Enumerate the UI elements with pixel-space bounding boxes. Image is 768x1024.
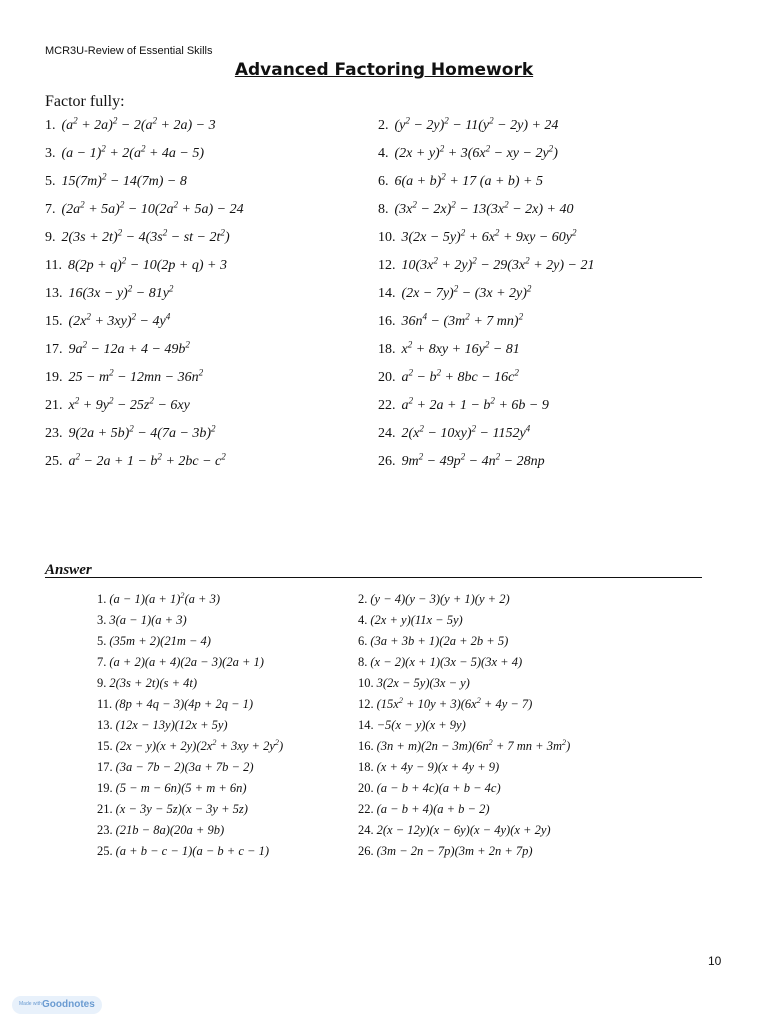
problem-number: 7.	[45, 202, 56, 217]
problem-expression: $9a^2 - 12a + 4 - 49b^2$	[68, 339, 190, 357]
problem-number: 2.	[378, 118, 389, 133]
answer-number: 16.	[358, 739, 374, 753]
problem-item	[378, 227, 577, 246]
problem-item	[45, 311, 171, 330]
problem-expression: $(3x^2 - 2x)^2 - 13(3x^2 - 2x) + 40$	[394, 199, 574, 217]
problem-expression: $x^2 + 9y^2 - 25z^2 - 6xy$	[68, 395, 190, 413]
problem-number: 18.	[378, 342, 396, 357]
problem-expression: $(2x^2 + 3xy)^2 - 4y^4$	[68, 311, 171, 329]
answer-item	[97, 823, 224, 838]
problem-number: 5.	[45, 174, 56, 189]
problem-item	[378, 339, 520, 358]
problem-item	[45, 143, 205, 162]
problem-number: 11.	[45, 258, 62, 273]
answer-item	[97, 718, 228, 733]
answer-item	[358, 634, 508, 649]
problem-number: 26.	[378, 454, 396, 469]
answer-item	[97, 697, 253, 712]
problem-expression: $6(a + b)^2 + 17$ (a + b) + 5	[394, 171, 543, 189]
answer-item	[97, 613, 187, 628]
answer-item	[358, 592, 510, 607]
answer-item	[97, 760, 254, 775]
answer-item	[97, 802, 248, 817]
problem-expression: $x^2 + 8xy + 16y^2 - 81$	[401, 339, 520, 357]
problem-number: 25.	[45, 454, 63, 469]
answer-item	[97, 634, 211, 649]
answer-number: 15.	[97, 739, 113, 753]
answer-item	[358, 781, 501, 796]
answer-number: 8.	[358, 655, 368, 669]
answer-number: 6.	[358, 634, 368, 648]
answer-expression: (x + 4y − 9)(x + 4y + 9)	[376, 760, 500, 774]
answer-expression: −5(x − y)(x + 9y)	[376, 718, 466, 732]
answer-divider	[45, 577, 702, 578]
answer-expression: (y − 4)(y − 3)(y + 1)(y + 2)	[370, 592, 510, 606]
problem-item	[378, 311, 524, 330]
answer-number: 18.	[358, 760, 374, 774]
answer-number: 17.	[97, 760, 113, 774]
problem-expression: $9(2a + 5b)^2 - 4(7a - 3b)^2$	[68, 423, 216, 441]
problem-item	[45, 115, 216, 134]
problem-item	[378, 395, 549, 414]
problem-expression: $3(2x - 5y)^2 + 6x^2 + 9xy - 60y^2$	[401, 227, 577, 245]
answer-number: 26.	[358, 844, 374, 858]
answer-item	[358, 676, 470, 691]
problem-item	[45, 171, 187, 190]
answer-expression: (35m + 2)(21m − 4)	[109, 634, 211, 648]
badge-brand-text: Goodnotes	[42, 999, 95, 1010]
problem-expression: $(2x + y)^2 + 3(6x^2$ − xy − $2y^2$)	[394, 143, 558, 161]
problem-expression: $(2x - 7y)^2 - (3x + 2y)^2$	[401, 283, 532, 301]
answer-expression: (x − 3y − 5z)(x − 3y + 5z)	[115, 802, 248, 816]
problem-expression: $(2a^2 + 5a)^2 - 10(2a^2 + 5a) - 24$	[61, 199, 244, 217]
answer-number: 24.	[358, 823, 374, 837]
goodnotes-badge	[12, 996, 102, 1014]
problem-item	[378, 199, 574, 218]
answer-item	[97, 592, 220, 607]
answer-expression: (3a + 3b + 1)(2a + 2b + 5)	[370, 634, 509, 648]
problem-number: 12.	[378, 258, 396, 273]
answer-expression: (x − 2)(x + 1)(3x − 5)(3x + 4)	[370, 655, 523, 669]
answer-item	[358, 718, 466, 733]
problem-item	[378, 423, 531, 442]
problem-number: 1.	[45, 118, 56, 133]
answer-expression: (a − b + 4c)(a + b − 4c)	[376, 781, 501, 795]
answer-expression: $(3n + m)(2n - 3m)(6n^2 + 7$ mn + $3m^2$)	[376, 737, 571, 753]
answer-expression: $(15x^2 + 10y + 3)(6x^2 + 4y - 7)$	[376, 695, 533, 711]
problem-number: 3.	[45, 146, 56, 161]
answer-number: 4.	[358, 613, 368, 627]
problem-number: 24.	[378, 426, 396, 441]
answer-expression: (3a − 7b − 2)(3a + 7b − 2)	[115, 760, 254, 774]
answer-expression: $(2x - y)(x + 2y)(2x^2 + 3xy + 2y^2)$	[115, 737, 284, 753]
answer-number: 1.	[97, 592, 107, 606]
problem-number: 21.	[45, 398, 63, 413]
answer-number: 23.	[97, 823, 113, 837]
answer-expression: (a + b − c − 1)(a − b + c − 1)	[115, 844, 269, 858]
problem-expression: $10(3x^2 + 2y)^2 - 29(3x^2 + 2y) - 21$	[401, 255, 595, 273]
answer-number: 25.	[97, 844, 113, 858]
answer-item	[358, 655, 522, 670]
problem-number: 17.	[45, 342, 63, 357]
answer-item	[358, 613, 463, 628]
problem-expression: $36n^4 - (3m^2 + 7$ mn)$^2$	[401, 311, 524, 329]
problem-item	[45, 283, 174, 302]
problem-item	[45, 423, 216, 442]
answer-expression: (a − b + 4)(a + b − 2)	[376, 802, 490, 816]
problem-number: 9.	[45, 230, 56, 245]
answer-number: 12.	[358, 697, 374, 711]
problem-number: 23.	[45, 426, 63, 441]
answer-number: 14.	[358, 718, 374, 732]
problem-item	[378, 171, 543, 190]
problem-item	[378, 283, 532, 302]
problem-expression: $(a^2 + 2a)^2 - 2(a^2 + 2a) - 3$	[61, 115, 216, 133]
problem-item	[378, 115, 559, 134]
problem-item	[45, 451, 226, 470]
problem-expression: $a^2 - 2a + 1 - b^2 + 2bc - c^2$	[68, 451, 226, 469]
answer-item	[97, 676, 197, 691]
problem-number: 19.	[45, 370, 63, 385]
answer-expression: (12x − 13y)(12x + 5y)	[115, 718, 228, 732]
problem-item	[378, 143, 558, 162]
answer-expression: (3m − 2n − 7p)(3m + 2n + 7p)	[376, 844, 533, 858]
answer-number: 21.	[97, 802, 113, 816]
problem-expression: $2(x^2 - 10xy)^2 - 1152y^4$	[401, 423, 531, 441]
answer-number: 2.	[358, 592, 368, 606]
problem-number: 22.	[378, 398, 396, 413]
problem-expression: $15(7m)^2 - 14(7m) - 8$	[61, 171, 187, 189]
instructions: Factor fully:	[45, 93, 125, 110]
answer-expression: 2(3s + 2t)(s + 4t)	[109, 676, 198, 690]
answer-expression: (a + 2)(a + 4)(2a − 3)(2a + 1)	[109, 655, 264, 669]
answer-item	[358, 739, 570, 754]
problem-number: 4.	[378, 146, 389, 161]
problem-number: 16.	[378, 314, 396, 329]
problem-expression: $16(3x - y)^2 - 81y^2$	[68, 283, 174, 301]
problem-number: 10.	[378, 230, 396, 245]
answer-number: 3.	[97, 613, 107, 627]
answer-expression: $(a - 1)(a + 1)^2(a + 3)$	[109, 590, 220, 606]
answer-number: 5.	[97, 634, 107, 648]
page-number: 10	[708, 954, 722, 968]
answer-number: 13.	[97, 718, 113, 732]
answer-item	[358, 697, 532, 712]
problem-item	[378, 367, 519, 386]
answer-number: 7.	[97, 655, 107, 669]
answer-item	[358, 760, 499, 775]
problem-number: 6.	[378, 174, 389, 189]
page-title: Advanced Factoring Homework	[234, 60, 534, 80]
answer-number: 22.	[358, 802, 374, 816]
answer-item	[97, 781, 247, 796]
answer-expression: 3(2x − 5y)(3x − y)	[376, 676, 470, 690]
answer-expression: 3(a − 1)(a + 3)	[109, 613, 187, 627]
problem-item	[45, 227, 230, 246]
answer-number: 11.	[97, 697, 113, 711]
problem-item	[378, 451, 545, 470]
answer-expression: (2x + y)(11x − 5y)	[370, 613, 463, 627]
problem-expression: $(y^2 - 2y)^2 - 11(y^2 - 2y) + 24$	[394, 115, 559, 133]
answer-number: 10.	[358, 676, 374, 690]
answer-heading: Answer	[45, 562, 92, 578]
problem-number: 15.	[45, 314, 63, 329]
problem-number: 8.	[378, 202, 389, 217]
problem-number: 20.	[378, 370, 396, 385]
problem-item	[45, 395, 190, 414]
problem-number: 14.	[378, 286, 396, 301]
problem-item	[378, 255, 595, 274]
answer-item	[358, 844, 533, 859]
answer-expression: (8p + 4q − 3)(4p + 2q − 1)	[115, 697, 254, 711]
problem-item	[45, 255, 227, 274]
course-label: MCR3U-Review of Essential Skills	[45, 45, 213, 57]
answer-expression: 2(x − 12y)(x − 6y)(x − 4y)(x + 2y)	[376, 823, 551, 837]
problem-expression: $a^2 - b^2 + 8bc - 16c^2$	[401, 367, 519, 385]
answer-item	[97, 655, 264, 670]
problem-expression: $2(3s + 2t)^2 - 4(3s^2$ − st − $2t^2$)	[61, 227, 230, 245]
answer-item	[97, 844, 269, 859]
answer-number: 9.	[97, 676, 107, 690]
answer-item	[97, 739, 283, 754]
problem-number: 13.	[45, 286, 63, 301]
problem-item	[45, 367, 204, 386]
problem-expression: $9m^2 - 49p^2 - 4n^2 - 28np$	[401, 451, 545, 469]
problem-item	[45, 199, 244, 218]
answer-number: 20.	[358, 781, 374, 795]
answer-number: 19.	[97, 781, 113, 795]
answer-item	[358, 802, 490, 817]
problem-expression: $25 - m^2 - 12mn - 36n^2$	[68, 367, 204, 385]
answer-item	[358, 823, 551, 838]
badge-small-text: Made with	[19, 1001, 42, 1007]
problem-item	[45, 339, 190, 358]
problem-expression: $a^2 + 2a + 1 - b^2 + 6b - 9$	[401, 395, 549, 413]
answer-expression: (5 − m − 6n)(5 + m + 6n)	[115, 781, 247, 795]
answer-expression: (21b − 8a)(20a + 9b)	[115, 823, 225, 837]
problem-expression: $(a - 1)^2 + 2(a^2 + 4a - 5)$	[61, 143, 205, 161]
problem-expression: $8(2p + q)^2 - 10(2p + q) + 3$	[67, 255, 227, 273]
